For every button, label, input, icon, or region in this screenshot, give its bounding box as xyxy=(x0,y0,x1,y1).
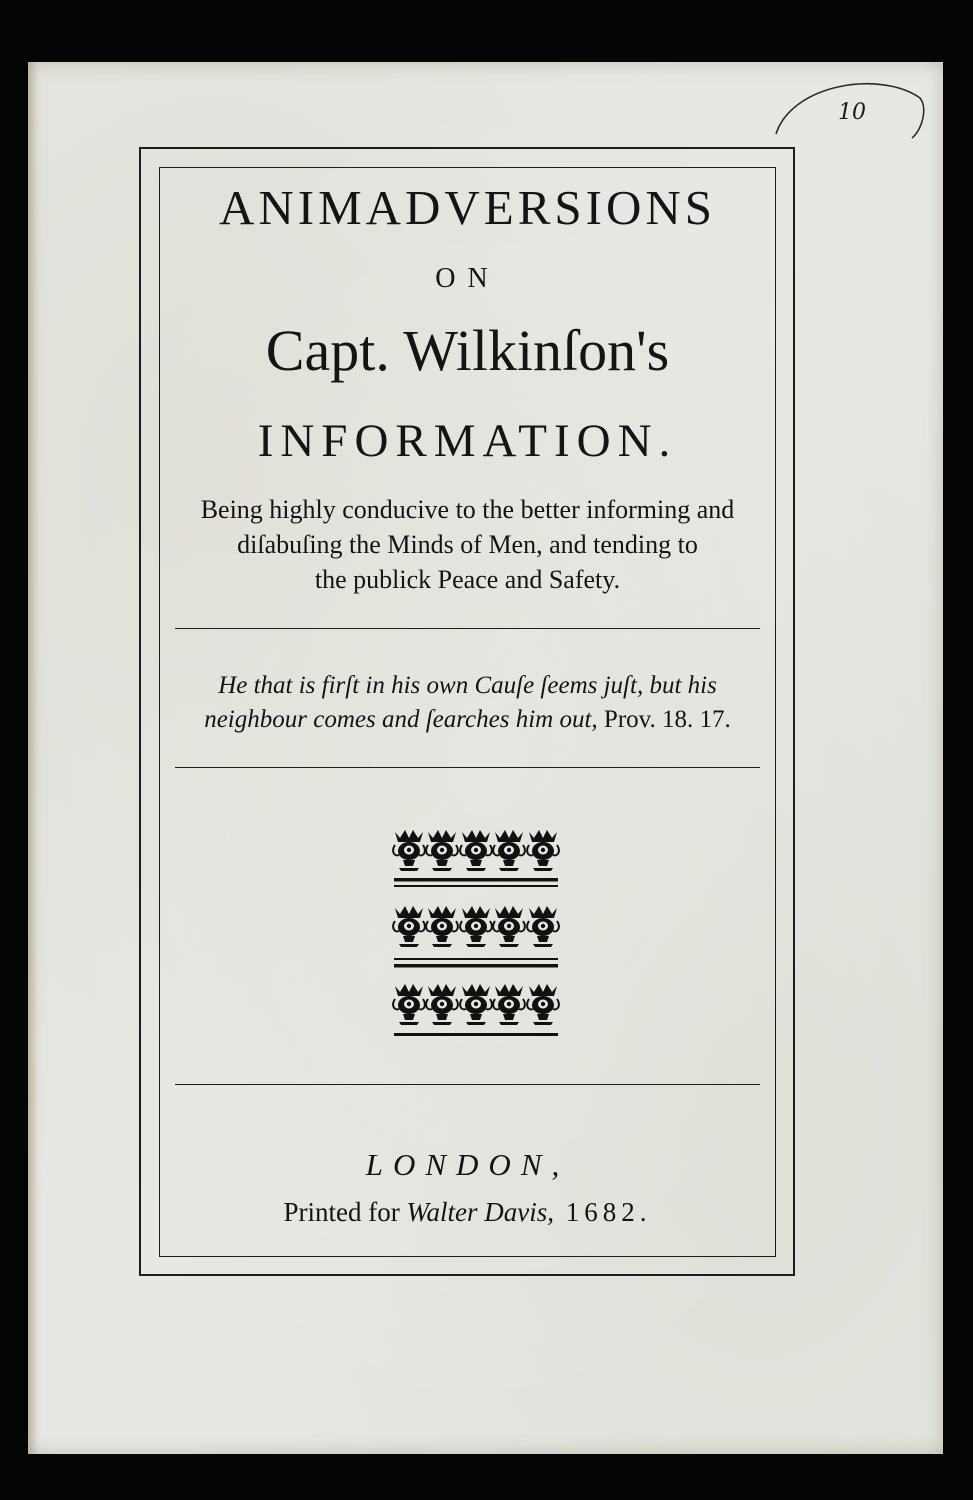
title-connector: ON xyxy=(435,263,500,294)
motto-line-2 xyxy=(159,703,776,737)
imprint-printer-line xyxy=(159,1194,776,1230)
title-object: INFORMATION. xyxy=(257,415,678,467)
folio-number: 10 xyxy=(838,100,866,125)
imprint-city: LONDON, xyxy=(365,1147,570,1182)
page-edge-shadow xyxy=(28,62,38,1454)
subtitle-line-1: Being highly conducive to the better informing and xyxy=(200,495,735,524)
imprint-printer-name: Walter Davis, xyxy=(406,1197,554,1227)
horizontal-rule-1 xyxy=(175,628,760,629)
title-subject: Capt. Wilkinſon's xyxy=(265,318,670,383)
subtitle-line-3: the publick Peace and Safety. xyxy=(314,565,621,594)
ornament-row-2 xyxy=(393,906,559,968)
ornament-row-1 xyxy=(393,830,559,887)
motto-line-2-text: neighbour comes and ſearches him out, xyxy=(204,706,598,733)
motto-line-1: He that is firſt in his own Cauſe ſeems juſt, but his xyxy=(218,672,717,699)
ornament-row-3 xyxy=(393,984,559,1036)
horizontal-rule-3 xyxy=(175,1084,760,1085)
printers-ornament xyxy=(392,825,560,1045)
imprint-year: 1682. xyxy=(553,1197,652,1227)
motto-reference: Prov. 18. 17. xyxy=(597,706,731,733)
title-main: ANIMADVERSIONS xyxy=(218,180,717,235)
horizontal-rule-2 xyxy=(175,767,760,768)
subtitle-line-2: diſabuſing the Minds of Men, and tending to xyxy=(237,530,698,559)
imprint-printed-for: Printed for xyxy=(283,1197,407,1227)
